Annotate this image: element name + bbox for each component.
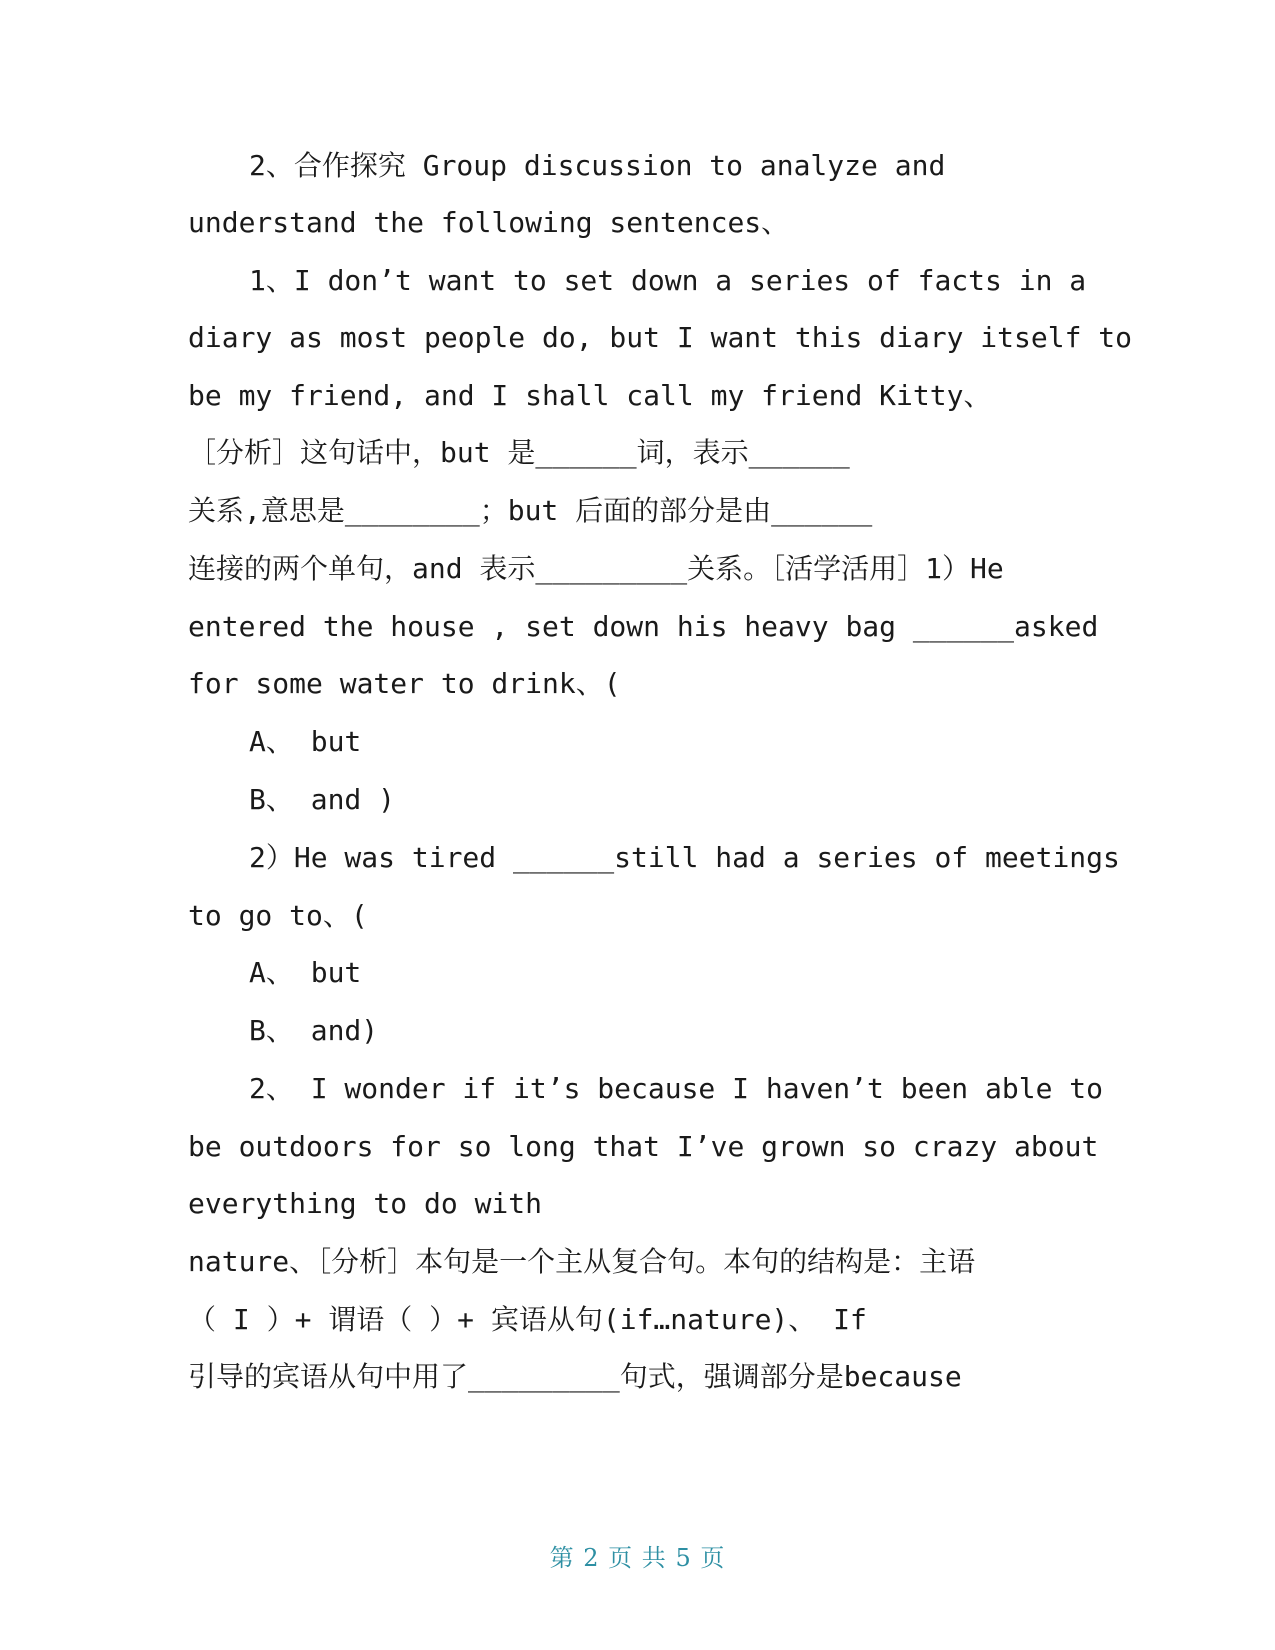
text-line: nature、［分析］本句是一个主从复合句。本句的结构是：主语 — [188, 1245, 976, 1278]
text-line: 1、I don’t want to set down a series of facts in a — [249, 264, 1087, 297]
text-line: 2）He was tired ______still had a series of meetings — [249, 841, 1120, 874]
text-line: entered the house , set down his heavy bag ______asked — [188, 610, 1099, 643]
page-number-footer: 第 2 页 共 5 页 — [549, 1544, 726, 1572]
text-line: 2、合作探究 Group discussion to analyze and — [249, 149, 946, 182]
text-line: for some water to drink、( — [188, 667, 621, 700]
text-line: 引导的宾语从句中用了_________句式，强调部分是because — [188, 1360, 962, 1393]
text-line: understand the following sentences、 — [188, 206, 790, 239]
text-line: diary as most people do, but I want this diary itself to — [188, 321, 1133, 354]
text-line: ［分析］这句话中，but 是______词，表示______ — [188, 436, 850, 469]
text-line: everything to do with — [188, 1187, 543, 1220]
text-line: be outdoors for so long that I’ve grown so crazy about — [188, 1130, 1099, 1163]
option-line: A、 but — [249, 956, 362, 989]
option-line: A、 but — [249, 725, 362, 758]
text-line: to go to、( — [188, 899, 368, 932]
option-line: B、 and) — [249, 1014, 379, 1047]
text-line: 连接的两个单句，and 表示_________关系。［活学活用］1）He — [188, 552, 1004, 585]
text-line: 2、 I wonder if it’s because I haven’t been able to — [249, 1072, 1104, 1105]
text-line: be my friend, and I shall call my friend Kitty、 — [188, 379, 992, 412]
text-line: 关系,意思是________；but 后面的部分是由______ — [188, 494, 873, 527]
option-line: B、 and ) — [249, 783, 396, 816]
text-line: （ I ）+ 谓语（ ）+ 宾语从句(if…nature)、 If — [188, 1303, 867, 1336]
